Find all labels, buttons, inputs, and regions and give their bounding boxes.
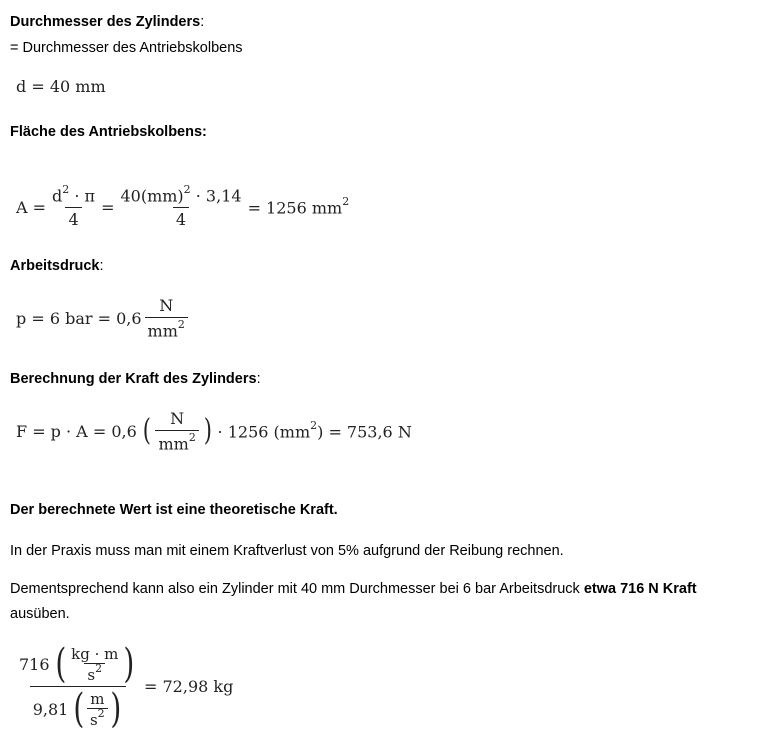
force-fraction-numerator: N [170, 409, 185, 428]
area-fraction-1-denominator: 4 [65, 207, 81, 229]
area-fraction-2-denominator: 4 [173, 207, 189, 229]
area-fraction-2-numerator: 40(mm)$^2$ · 3,14 [120, 183, 242, 206]
force-fraction [155, 409, 198, 453]
pressure-formula [16, 296, 191, 340]
diameter-subline: = Durchmesser des Antriebskolbens [10, 40, 243, 56]
mass-result: = 72,98 kg [144, 677, 234, 696]
force-close-paren: ) [203, 413, 212, 449]
mass-main-fraction [16, 641, 140, 732]
mass-denominator-unit-den: $s^2$ [87, 708, 108, 729]
pressure-heading-colon: : [99, 258, 104, 274]
diameter-heading-text: Durchmesser des Zylinders [10, 14, 201, 30]
conclusion-paragraph-2-bold: etwa 716 N Kraft [583, 581, 697, 597]
mass-den-open-paren: ( [73, 686, 85, 732]
mass-denominator-value: 9,81 [32, 699, 69, 719]
conclusion-paragraph-1: In der Praxis muss man mit einem Kraftverlust von 5% aufgrund der Reibung rechnen. [10, 543, 564, 559]
diameter-heading-colon: : [200, 14, 205, 30]
force-fraction-denominator: $mm^2$ [155, 430, 198, 453]
force-heading-colon: : [256, 371, 261, 387]
mass-num-close-paren: ) [123, 641, 135, 687]
pressure-heading [10, 258, 103, 274]
mass-main-denominator [30, 686, 127, 732]
area-formula [16, 185, 349, 229]
area-equals: = [101, 197, 115, 217]
area-result: = 1256 $mm^2$ [247, 195, 350, 218]
conclusion-paragraph-2 [10, 581, 697, 597]
pressure-fraction-numerator: N [159, 296, 174, 315]
force-heading [10, 371, 261, 387]
area-heading: Fläche des Antriebskolbens: [10, 124, 207, 140]
diameter-formula: d = 40 mm [16, 77, 106, 96]
mass-main-numerator [16, 641, 140, 687]
mass-denominator-unit-num: m [90, 689, 105, 708]
force-open-paren: ( [142, 413, 151, 449]
force-lhs: F = p · A = 0,6 [16, 421, 137, 441]
mass-numerator-unit-den: $s^2$ [84, 663, 105, 684]
mass-denominator-unit-fraction [87, 690, 108, 729]
conclusion-paragraph-2-continued: ausüben. [10, 606, 70, 622]
force-mid: · 1256 $(mm^2) = 753,6$ N [217, 419, 412, 442]
mass-numerator-value: 716 [19, 654, 50, 674]
pressure-fraction-denominator: $mm^2$ [145, 317, 188, 340]
pressure-fraction [145, 296, 188, 340]
area-lhs: A = [16, 197, 47, 217]
mass-numerator-unit-num: kg · m [71, 644, 119, 663]
area-fraction-2 [117, 185, 244, 229]
area-fraction-1 [49, 185, 98, 229]
conclusion-paragraph-2-text: Dementsprechend kann also ein Zylinder mit 40 mm Durchmesser bei 6 bar Arbeitsdruck [10, 581, 584, 597]
force-formula [16, 409, 412, 453]
force-heading-text: Berechnung der Kraft des Zylinders [10, 371, 257, 387]
area-fraction-1-numerator: $d^2 \cdot \pi$ [52, 183, 96, 206]
mass-den-close-paren: ) [109, 686, 121, 732]
mass-numerator-unit-fraction [68, 645, 121, 684]
diameter-heading [10, 14, 204, 30]
pressure-lhs: p = 6 bar = 0,6 [16, 308, 142, 328]
mass-formula [16, 641, 234, 732]
conclusion-heading: Der berechnete Wert ist eine theoretische Kraft. [10, 502, 338, 518]
mass-num-open-paren: ( [54, 641, 66, 687]
pressure-heading-text: Arbeitsdruck [10, 258, 100, 274]
